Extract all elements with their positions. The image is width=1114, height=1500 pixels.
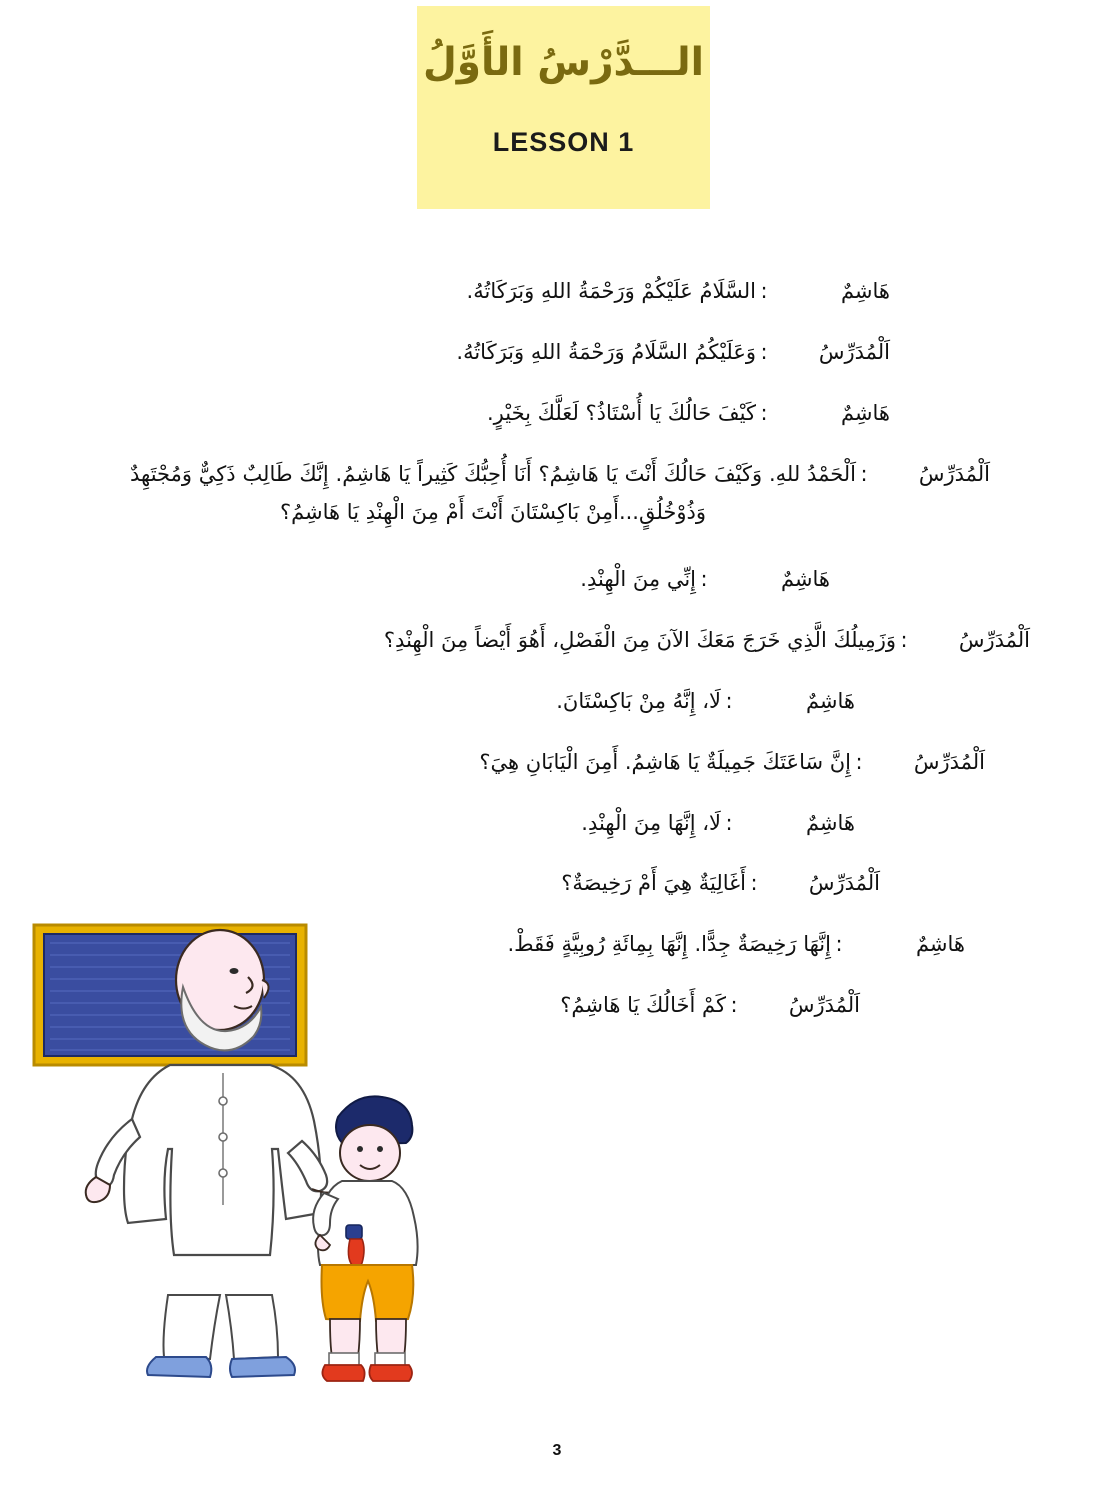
speaker-label: هَاشِمٌ — [805, 688, 855, 713]
speaker-colon: : — [750, 871, 758, 896]
dialogue-line — [130, 743, 1030, 782]
dialogue-line — [130, 864, 1030, 903]
speaker-label: هَاشِمٌ — [840, 400, 890, 425]
speech-text: أَغَالِيَةٌ هِيَ أَمْ رَخِيصَةٌ؟ — [561, 871, 746, 896]
dialogue-line — [130, 333, 1030, 372]
lesson-title-latin: LESSON 1 — [492, 127, 635, 157]
boy-figure — [313, 1096, 417, 1381]
speaker-colon: : — [700, 567, 708, 592]
dialogue-line — [130, 682, 1030, 721]
page-number: 3 — [552, 1442, 562, 1459]
speaker-label: اَلْمُدَرِّسُ — [913, 749, 985, 774]
speaker-label: هَاشِمٌ — [915, 932, 965, 957]
speech-text: وَعَلَيْكُمُ السَّلَامُ وَرَحْمَةُ اللهِ وَبَرَكَاتُهُ. — [456, 339, 756, 364]
speaker-colon: : — [835, 932, 843, 957]
speaker-label: اَلْمُدَرِّسُ — [788, 993, 860, 1018]
lesson-title-box — [417, 6, 710, 209]
speech-text: لَا، إِنَّهَا مِنَ الْهِنْدِ. — [581, 810, 721, 835]
speaker-label: اَلْمُدَرِّسُ — [818, 339, 890, 364]
speaker-colon: : — [855, 749, 863, 774]
speech-text: كَمْ أَخَالُكَ يَا هَاشِمُ؟ — [560, 993, 726, 1018]
speaker-colon: : — [725, 810, 733, 835]
dialogue-line — [130, 394, 1030, 433]
lesson-title-arabic: الـــدَّرْسُ الأَوَّلُ — [422, 40, 705, 85]
speaker-colon: : — [760, 279, 768, 303]
speaker-colon: : — [900, 628, 908, 653]
dialogue-line — [130, 621, 1030, 660]
speaker-label: اَلْمُدَرِّسُ — [958, 628, 1030, 653]
speech-text: إِنَّ سَاعَتَكَ جَمِيلَةٌ يَا هَاشِمُ. أَمِنَ الْيَابَانِ هِيَ؟ — [479, 749, 851, 774]
lesson-illustration — [20, 905, 440, 1385]
dialogue-line — [130, 560, 1030, 599]
speaker-colon: : — [760, 400, 768, 425]
speech-text: السَّلَامُ عَلَيْكُمْ وَرَحْمَةُ اللهِ وَبَرَكَاتُهُ. — [466, 279, 756, 303]
speech-text: وَزَمِيلُكَ الَّذِي خَرَجَ مَعَكَ الآنَ مِنَ الْفَصْلِ، أَهُوَ أَيْضاً مِنَ الْهِنْدِ؟ — [383, 628, 896, 653]
speech-text: إِنِّي مِنَ الْهِنْدِ. — [580, 567, 696, 592]
speaker-label: هَاشِمٌ — [840, 279, 890, 303]
dialogue-line — [130, 272, 1030, 311]
speaker-colon: : — [725, 688, 733, 713]
speech-text: اَلْحَمْدُ للهِ. وَكَيْفَ حَالُكَ أَنْتَ يَا هَاشِمُ؟ أَنَا أُحِبُّكَ كَثِيراً يَا هَاشِمُ. إِنَّكَ طَالِبٌ ذَكِيٌّ وَمُجْتَهِدٌ وَذُوْخُلُقٍ...أَمِنْ بَاكِسْتَانَ أَنْتَ أَمْ مِنَ الْهِنْدِ يَا هَاشِمُ؟ — [130, 461, 856, 525]
speaker-label: هَاشِمٌ — [805, 810, 855, 835]
speech-text: إِنَّهَا رَخِيصَةٌ جِدًّا. إِنَّهَا بِمِائَةِ رُوبِيَّةٍ فَقَطْ. — [507, 932, 831, 957]
speaker-colon: : — [730, 993, 738, 1018]
speaker-colon: : — [860, 461, 868, 486]
dialogue-line — [130, 804, 1030, 843]
speaker-label: هَاشِمٌ — [780, 567, 830, 592]
speech-text: كَيْفَ حَالُكَ يَا أُسْتَاذُ؟ لَعَلَّكَ بِخَيْرٍ. — [486, 400, 756, 425]
speech-text: لَا، إِنَّهُ مِنْ بَاكِسْتَانَ. — [556, 688, 721, 713]
speaker-label: اَلْمُدَرِّسُ — [918, 461, 990, 486]
dialogue-line — [130, 455, 1030, 533]
speaker-label: اَلْمُدَرِّسُ — [808, 871, 880, 896]
speaker-colon: : — [760, 339, 768, 364]
